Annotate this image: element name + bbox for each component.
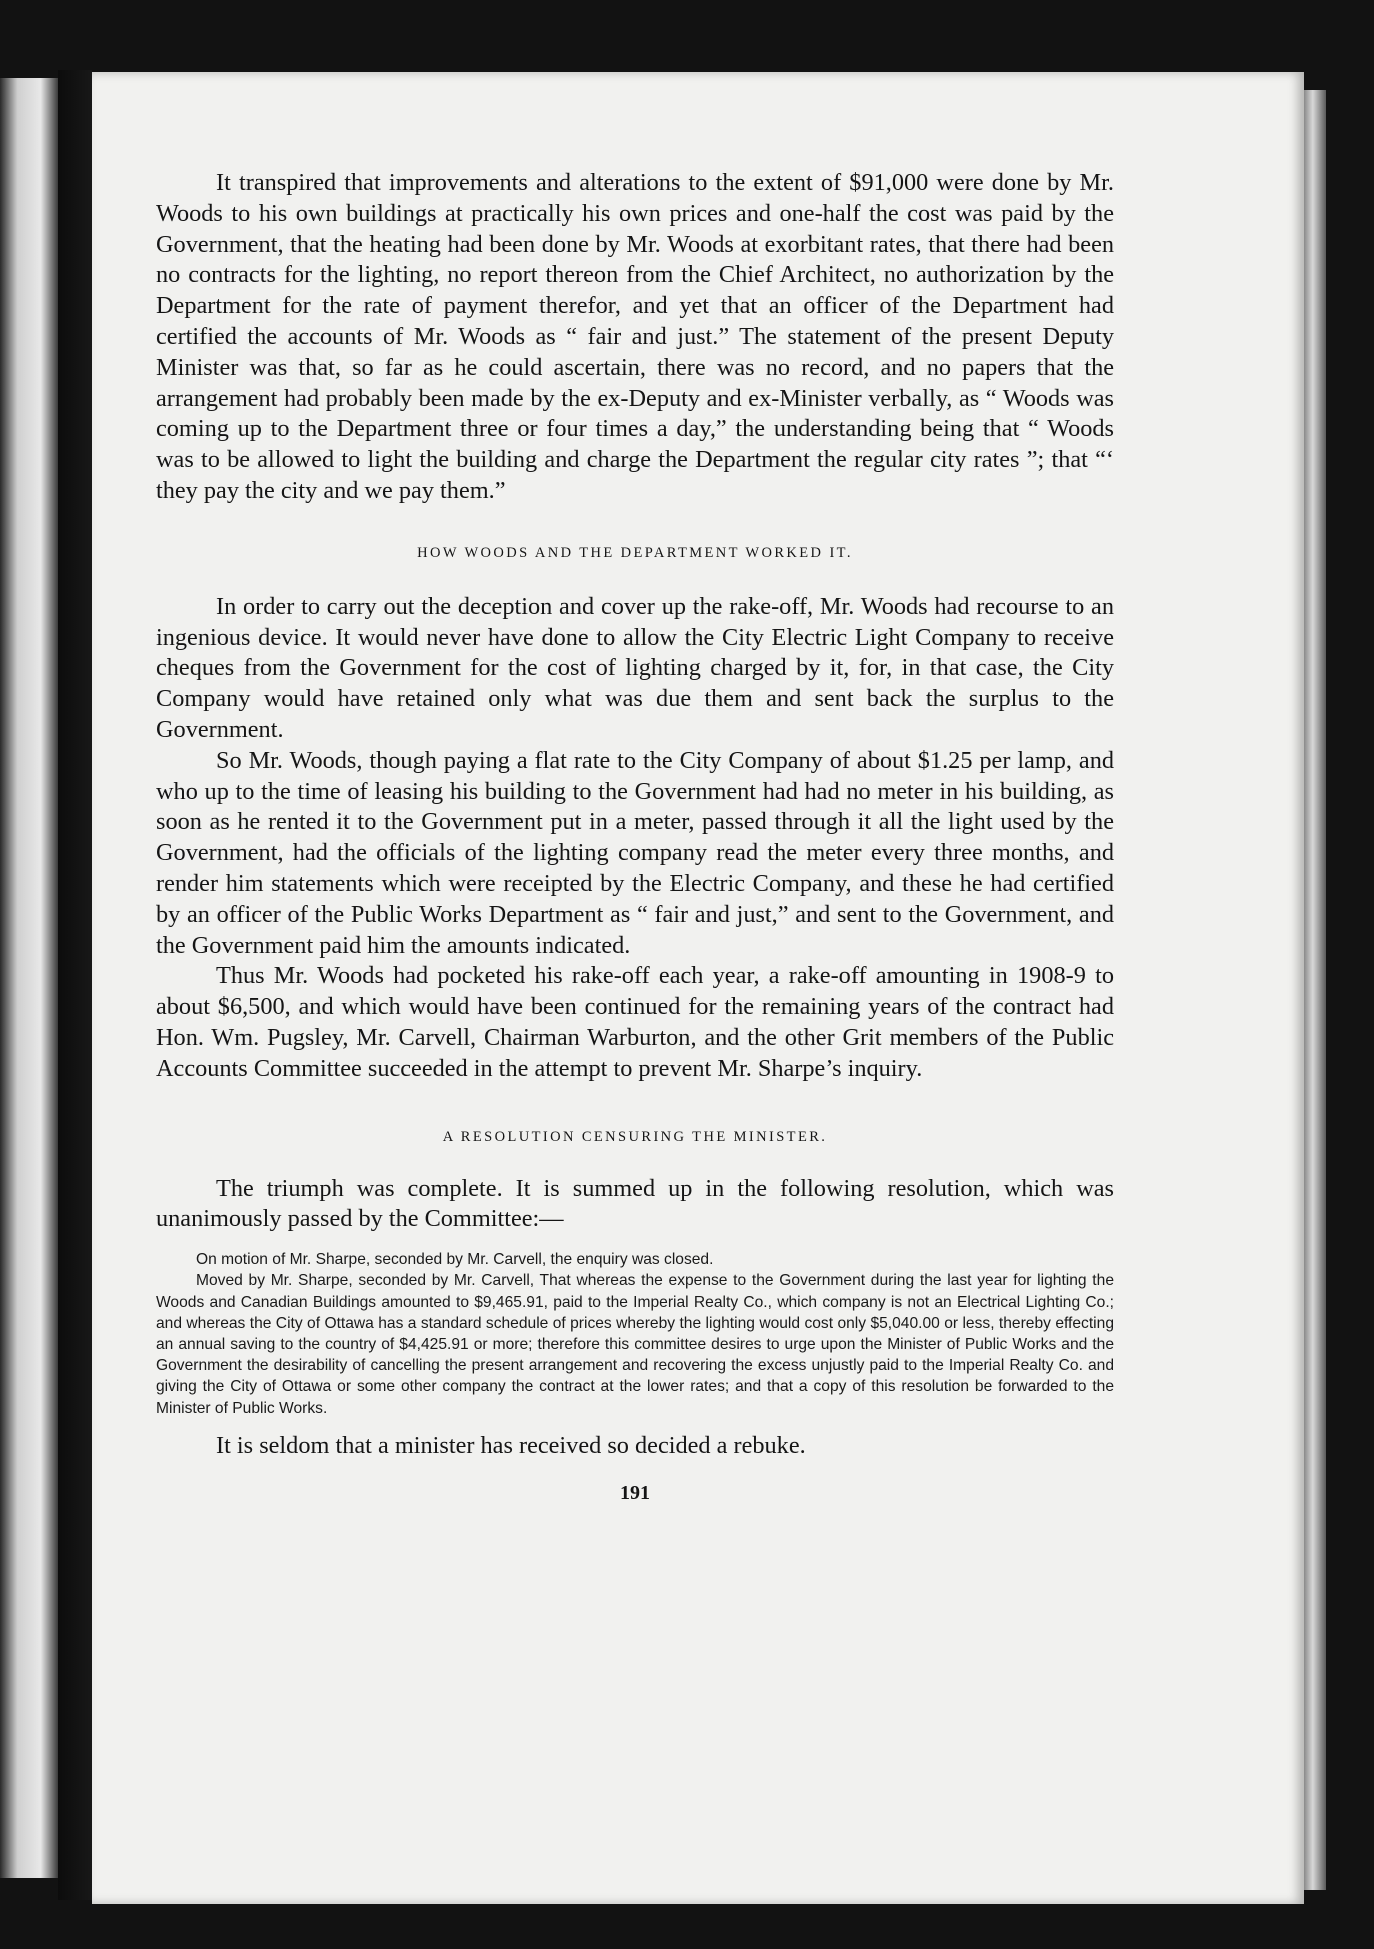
paragraph-closing: It is seldom that a minister has received so decided a rebuke.: [216, 1431, 806, 1459]
section-heading-resolution: A RESOLUTION CENSURING THE MINISTER.: [442, 1128, 828, 1145]
previous-page-edge: [0, 78, 58, 1878]
paragraph-deception: In order to carry out the deception and cover up the rake-off, Mr. Woods had recourse to an ingenious device. It would never have done to allow the City Electric Light Company to receive cheques from the Government for the cost of lighting charged by it, for, in that case, the City Company would have retained only what was due them and sent back the surplus to the Government.: [156, 592, 1114, 743]
page-stack-edge: [1304, 90, 1326, 1890]
page-number: 191: [620, 1481, 650, 1504]
quote-resolution-text: Moved by Mr. Sharpe, seconded by Mr. Carvell, That whereas the expense to the Government during the last year for lighting the Woods and Canadian Buildings amounted to $9,465.91, paid to the Imperial Realty Co., which company is not an Electrical Lighting Co.; and whereas the City of Ottawa has a standard schedule of prices whereby the lighting would cost only $5,040.00 or less, thereby effecting an annual saving to the country of $4,425.91 or more; therefore this committee desires to urge upon the Minister of Public Works and the Government the desirability of cancelling the present arrangement and recovering the excess unjustly paid to the Imperial Realty Co. and giving the City of Ottawa or some other company the contract at the lower rates; and that a copy of this resolution be forwarded to the Minister of Public Works.: [156, 1272, 1114, 1417]
book-spine-shadow: [58, 70, 92, 1900]
paragraph-improvements: It transpired that improvements and alterations to the extent of $91,000 were done by Mr. Woods to his own buildings at practically his own prices and one-half the cost was paid by the Government, that the heating had been done by Mr. Woods at exorbitant rates, that there had been no contracts for the lighting, no report thereon from the Chief Architect, no authorization by the Department for the rate of payment therefor, and yet that an officer of the Department had certified the accounts of Mr. Woods as “ fair and just.” The statement of the present Deputy Minister was that, so far as he could ascertain, there was no record, and no papers that the arrangement had probably been made by the ex-Deputy and ex-Minister verbally, as “ Woods was coming up to the Department three or four times a day,” the understanding being that “ Woods was to be allowed to light the building and charge the Department the regular city rates ”; that “‘ they pay the city and we pay them.”: [156, 169, 1114, 504]
page-text: [156, 168, 1114, 1505]
paragraph-rake-off: Thus Mr. Woods had pocketed his rake-off each year, a rake-off amounting in 1908-9 to about $6,500, and which would have been continued for the remaining years of the contract had Hon. Wm. Pugsley, Mr. Carvell, Chairman Warburton, and the other Grit members of the Public Accounts Committee succeeded in the attempt to prevent Mr. Sharpe’s inquiry.: [156, 962, 1114, 1082]
paragraph-flat-rate: So Mr. Woods, though paying a flat rate to the City Company of about $1.25 per lamp, and who up to the time of leasing his building to the Government had had no meter in his building, as soon as he rented it to the Government put in a meter, passed through it all the light used by the Government, had the officials of the lighting company read the meter every three months, and render him statements which were receipted by the Electric Company, and these he had certified by an officer of the Public Works Department as “ fair and just,” and sent to the Government, and the Government paid him the amounts indicated.: [156, 746, 1114, 959]
section-heading-how-woods-worked-it: HOW WOODS AND THE DEPARTMENT WORKED IT.: [417, 544, 853, 561]
quote-motion: On motion of Mr. Sharpe, seconded by Mr. Carvell, the enquiry was closed.: [196, 1251, 714, 1269]
resolution-quote: [156, 1249, 1114, 1419]
paragraph-triumph: The triumph was complete. It is summed up in the following resolution, which was unanimously passed by the Committee:—: [156, 1174, 1114, 1233]
